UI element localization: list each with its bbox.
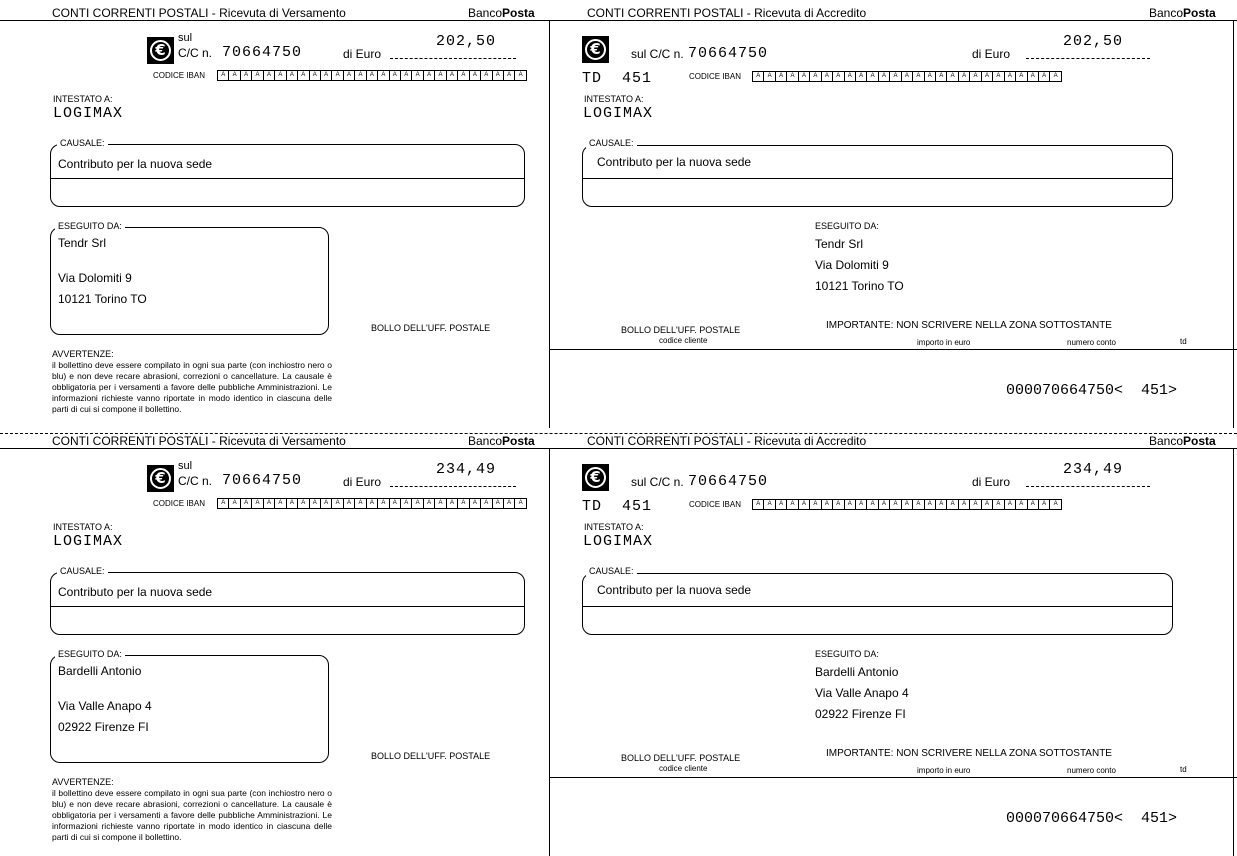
account-number: 70664750 [688, 45, 769, 62]
causale-text: Contributo per la nuova sede [58, 157, 213, 171]
iban-cell: A [970, 500, 981, 509]
right-title: CONTI CORRENTI POSTALI - Ricevuta di Accredito [587, 6, 867, 20]
payer-street: Via Dolomiti 9 [815, 258, 889, 272]
iban-field[interactable] [752, 71, 1062, 82]
causale-label: CAUSALE: [57, 566, 108, 576]
td-code: 451 [622, 498, 653, 515]
iban-field[interactable] [217, 70, 527, 81]
iban-cell: A [264, 499, 275, 508]
iban-cell: A [776, 72, 787, 81]
iban-cell: A [879, 72, 890, 81]
numero-conto-label: numero conto [1067, 338, 1116, 347]
iban-cell: A [504, 499, 515, 508]
right-brand: BancoPosta [1149, 6, 1216, 20]
iban-cell: A [890, 72, 901, 81]
causale-box [50, 572, 525, 635]
td-label: TD [582, 70, 603, 87]
sul-cc-label: sul C/C n. [631, 47, 684, 61]
amount: 234,49 [436, 461, 497, 478]
eseguito-label: ESEGUITO DA: [55, 649, 125, 659]
iban-label: CODICE IBAN [689, 500, 742, 509]
causale-text: Contributo per la nuova sede [597, 155, 752, 169]
iban-cell: A [867, 72, 878, 81]
iban-cell: A [1053, 73, 1058, 79]
iban-cell: A [241, 499, 252, 508]
iban-cell: A [845, 72, 856, 81]
iban-cell: A [822, 72, 833, 81]
iban-cell: A [1005, 500, 1016, 509]
iban-cell: A [753, 72, 764, 81]
iban-cell: A [1039, 500, 1050, 509]
account-number: 70664750 [688, 473, 769, 490]
iban-cell: A [913, 72, 924, 81]
iban-cell: A [310, 499, 321, 508]
iban-cell: A [947, 72, 958, 81]
intestato-label: INTESTATO A: [53, 94, 113, 104]
iban-cell: A [252, 499, 263, 508]
iban-cell: A [856, 500, 867, 509]
amount: 202,50 [1063, 33, 1124, 50]
iban-cell: A [787, 500, 798, 509]
iban-cell: A [493, 499, 504, 508]
intestato-label: INTESTATO A: [584, 94, 644, 104]
iban-cell: A [321, 499, 332, 508]
iban-cell: A [264, 71, 275, 80]
payer-name: Tendr Srl [58, 236, 107, 250]
causale-text: Contributo per la nuova sede [597, 583, 752, 597]
iban-cell: A [764, 72, 775, 81]
header-rule [0, 20, 1237, 21]
avvertenze-text: il bollettino deve essere compilato in ogni sua parte (con inchiostro nero o blu) e non deve recare abrasioni, correzioni o cancellature. La causale è obbligatoria per i versamenti a favore delle pubbliche Amministrazioni. Le informazioni richieste vanno riportate in modo identico in ciascuna delle parti di cui si compone il bollettino. [52, 360, 332, 414]
causale-box [50, 144, 525, 207]
iban-cell: A [252, 71, 263, 80]
sul-cc-label: sul C/C n. [631, 475, 684, 489]
iban-field[interactable] [752, 499, 1062, 510]
tear-line [0, 433, 1237, 434]
payer-name: Bardelli Antonio [815, 665, 899, 679]
importante-label: IMPORTANTE: NON SCRIVERE NELLA ZONA SOTTOSTANTE [826, 748, 1112, 759]
iban-cell: A [401, 71, 412, 80]
iban-cell: A [879, 500, 890, 509]
iban-cell: A [1028, 72, 1039, 81]
iban-cell: A [332, 499, 343, 508]
iban-cell: A [925, 72, 936, 81]
iban-cell: A [218, 71, 229, 80]
iban-cell: A [367, 71, 378, 80]
causale-label: CAUSALE: [57, 138, 108, 148]
iban-cell: A [753, 500, 764, 509]
iban-cell: A [241, 71, 252, 80]
right-edge [1233, 20, 1234, 428]
importo-label: importo in euro [917, 338, 971, 347]
center-divider [549, 448, 550, 856]
iban-cell: A [355, 71, 366, 80]
sul-label: sul [178, 32, 193, 44]
iban-cell: A [447, 71, 458, 80]
iban-cell: A [947, 500, 958, 509]
payer-city: 10121 Torino TO [58, 292, 147, 306]
iban-cell: A [518, 72, 523, 78]
iban-cell: A [845, 500, 856, 509]
iban-cell: A [287, 71, 298, 80]
iban-cell: A [470, 71, 481, 80]
di-euro-label: di Euro [972, 475, 1011, 489]
iban-cell: A [344, 499, 355, 508]
ocr-code-line: 000070664750< 451> [1006, 810, 1178, 827]
intestato-name: LOGIMAX [583, 105, 654, 122]
iban-label: CODICE IBAN [153, 71, 206, 80]
account-number: 70664750 [222, 472, 303, 489]
intestato-label: INTESTATO A: [584, 522, 644, 532]
iban-cell: A [959, 500, 970, 509]
avvertenze-text: il bollettino deve essere compilato in ogni sua parte (con inchiostro nero o blu) e non deve recare abrasioni, correzioni o cancellature. La causale è obbligatoria per i versamenti a favore delle pubbliche Amministrazioni. Le informazioni richieste vanno riportate in modo identico in ciascuna delle parti di cui si compone il bollettino. [52, 788, 332, 842]
iban-cell: A [390, 499, 401, 508]
amount-line [390, 58, 516, 59]
left-title: CONTI CORRENTI POSTALI - Ricevuta di Versamento [52, 434, 346, 448]
payment-slip-2 [0, 428, 1237, 856]
iban-cell: A [822, 500, 833, 509]
payer-street: Via Valle Anapo 4 [58, 699, 152, 713]
amount-line [390, 486, 516, 487]
avvertenze-label: AVVERTENZE: [52, 349, 114, 359]
bollo-label: BOLLO DELL'UFF. POSTALE [621, 325, 741, 335]
iban-cell: A [435, 499, 446, 508]
td-small-label: td [1180, 337, 1187, 346]
left-title: CONTI CORRENTI POSTALI - Ricevuta di Versamento [52, 6, 346, 20]
iban-cell: A [1005, 72, 1016, 81]
iban-cell: A [481, 71, 492, 80]
iban-cell: A [799, 500, 810, 509]
cc-label: C/C n. [178, 46, 213, 60]
amount: 234,49 [1063, 461, 1124, 478]
causale-label: CAUSALE: [586, 566, 637, 576]
bollo-label: BOLLO DELL'UFF. POSTALE [621, 753, 741, 763]
di-euro-label: di Euro [343, 475, 382, 489]
iban-cell: A [902, 500, 913, 509]
euro-icon: € [147, 465, 174, 492]
importo-label: importo in euro [917, 766, 971, 775]
iban-cell: A [458, 71, 469, 80]
eseguito-label: ESEGUITO DA: [815, 649, 879, 659]
iban-cell: A [856, 72, 867, 81]
avvertenze-label: AVVERTENZE: [52, 777, 114, 787]
cc-label: C/C n. [178, 474, 213, 488]
header-rule [0, 448, 1237, 449]
payer-city: 02922 Firenze FI [815, 707, 906, 721]
iban-cell: A [470, 499, 481, 508]
euro-icon: € [147, 37, 174, 64]
iban-cell: A [378, 71, 389, 80]
iban-cell: A [504, 71, 515, 80]
iban-cell: A [229, 499, 240, 508]
iban-cell: A [867, 500, 878, 509]
iban-cell: A [298, 499, 309, 508]
intestato-name: LOGIMAX [53, 533, 124, 550]
sul-label: sul [178, 460, 193, 472]
iban-cell: A [776, 500, 787, 509]
iban-cell: A [959, 72, 970, 81]
ocr-zone-rule [549, 349, 1237, 350]
codice-cliente-label: codice cliente [659, 336, 708, 345]
payer-city: 02922 Firenze FI [58, 720, 149, 734]
iban-cell: A [810, 500, 821, 509]
payer-street: Via Valle Anapo 4 [815, 686, 909, 700]
iban-cell: A [378, 499, 389, 508]
payer-street: Via Dolomiti 9 [58, 271, 132, 285]
iban-label: CODICE IBAN [153, 499, 206, 508]
euro-icon: € [582, 36, 609, 63]
iban-cell: A [810, 72, 821, 81]
iban-cell: A [913, 500, 924, 509]
iban-cell: A [344, 71, 355, 80]
iban-cell: A [412, 71, 423, 80]
right-title: CONTI CORRENTI POSTALI - Ricevuta di Accredito [587, 434, 867, 448]
iban-cell: A [1028, 500, 1039, 509]
payer-name: Bardelli Antonio [58, 664, 142, 678]
amount-line [1026, 58, 1150, 59]
iban-cell: A [424, 71, 435, 80]
eseguito-label: ESEGUITO DA: [815, 221, 879, 231]
iban-cell: A [799, 72, 810, 81]
account-number: 70664750 [222, 44, 303, 61]
bollo-label: BOLLO DELL'UFF. POSTALE [371, 751, 491, 761]
iban-cell: A [833, 500, 844, 509]
intestato-name: LOGIMAX [583, 533, 654, 550]
iban-cell: A [1016, 500, 1027, 509]
iban-cell: A [936, 500, 947, 509]
iban-cell: A [1016, 72, 1027, 81]
di-euro-label: di Euro [972, 47, 1011, 61]
codice-cliente-label: codice cliente [659, 764, 708, 773]
td-code: 451 [622, 70, 653, 87]
iban-cell: A [481, 499, 492, 508]
intestato-label: INTESTATO A: [53, 522, 113, 532]
iban-cell: A [275, 499, 286, 508]
iban-cell: A [412, 499, 423, 508]
amount: 202,50 [436, 33, 497, 50]
iban-cell: A [993, 72, 1004, 81]
td-label: TD [582, 498, 603, 515]
iban-cell: A [310, 71, 321, 80]
payer-city: 10121 Torino TO [815, 279, 904, 293]
iban-cell: A [458, 499, 469, 508]
iban-cell: A [298, 71, 309, 80]
ocr-code-line: 000070664750< 451> [1006, 382, 1178, 399]
numero-conto-label: numero conto [1067, 766, 1116, 775]
iban-cell: A [401, 499, 412, 508]
causale-text: Contributo per la nuova sede [58, 585, 213, 599]
iban-cell: A [332, 71, 343, 80]
left-brand: BancoPosta [468, 434, 535, 448]
iban-cell: A [936, 72, 947, 81]
td-small-label: td [1180, 765, 1187, 774]
intestato-name: LOGIMAX [53, 105, 124, 122]
right-edge [1233, 448, 1234, 856]
iban-cell: A [275, 71, 286, 80]
iban-cell: A [287, 499, 298, 508]
iban-cell: A [435, 71, 446, 80]
iban-cell: A [764, 500, 775, 509]
iban-cell: A [982, 500, 993, 509]
causale-label: CAUSALE: [586, 138, 637, 148]
iban-cell: A [321, 71, 332, 80]
iban-cell: A [1039, 72, 1050, 81]
euro-icon: € [582, 464, 609, 491]
iban-cell: A [982, 72, 993, 81]
iban-cell: A [833, 72, 844, 81]
bollo-label: BOLLO DELL'UFF. POSTALE [371, 323, 491, 333]
left-brand: BancoPosta [468, 6, 535, 20]
importante-label: IMPORTANTE: NON SCRIVERE NELLA ZONA SOTTOSTANTE [826, 320, 1112, 331]
ocr-zone-rule [549, 777, 1237, 778]
iban-cell: A [925, 500, 936, 509]
iban-field[interactable] [217, 498, 527, 509]
iban-cell: A [447, 499, 458, 508]
right-brand: BancoPosta [1149, 434, 1216, 448]
payer-name: Tendr Srl [815, 237, 864, 251]
iban-cell: A [518, 500, 523, 506]
iban-cell: A [902, 72, 913, 81]
di-euro-label: di Euro [343, 47, 382, 61]
eseguito-label: ESEGUITO DA: [55, 221, 125, 231]
iban-cell: A [229, 71, 240, 80]
iban-cell: A [355, 499, 366, 508]
center-divider [549, 20, 550, 428]
iban-cell: A [890, 500, 901, 509]
amount-line [1026, 486, 1150, 487]
iban-cell: A [993, 500, 1004, 509]
iban-cell: A [1053, 501, 1058, 507]
iban-label: CODICE IBAN [689, 72, 742, 81]
iban-cell: A [367, 499, 378, 508]
iban-cell: A [218, 499, 229, 508]
iban-cell: A [390, 71, 401, 80]
iban-cell: A [787, 72, 798, 81]
iban-cell: A [493, 71, 504, 80]
iban-cell: A [424, 499, 435, 508]
iban-cell: A [970, 72, 981, 81]
